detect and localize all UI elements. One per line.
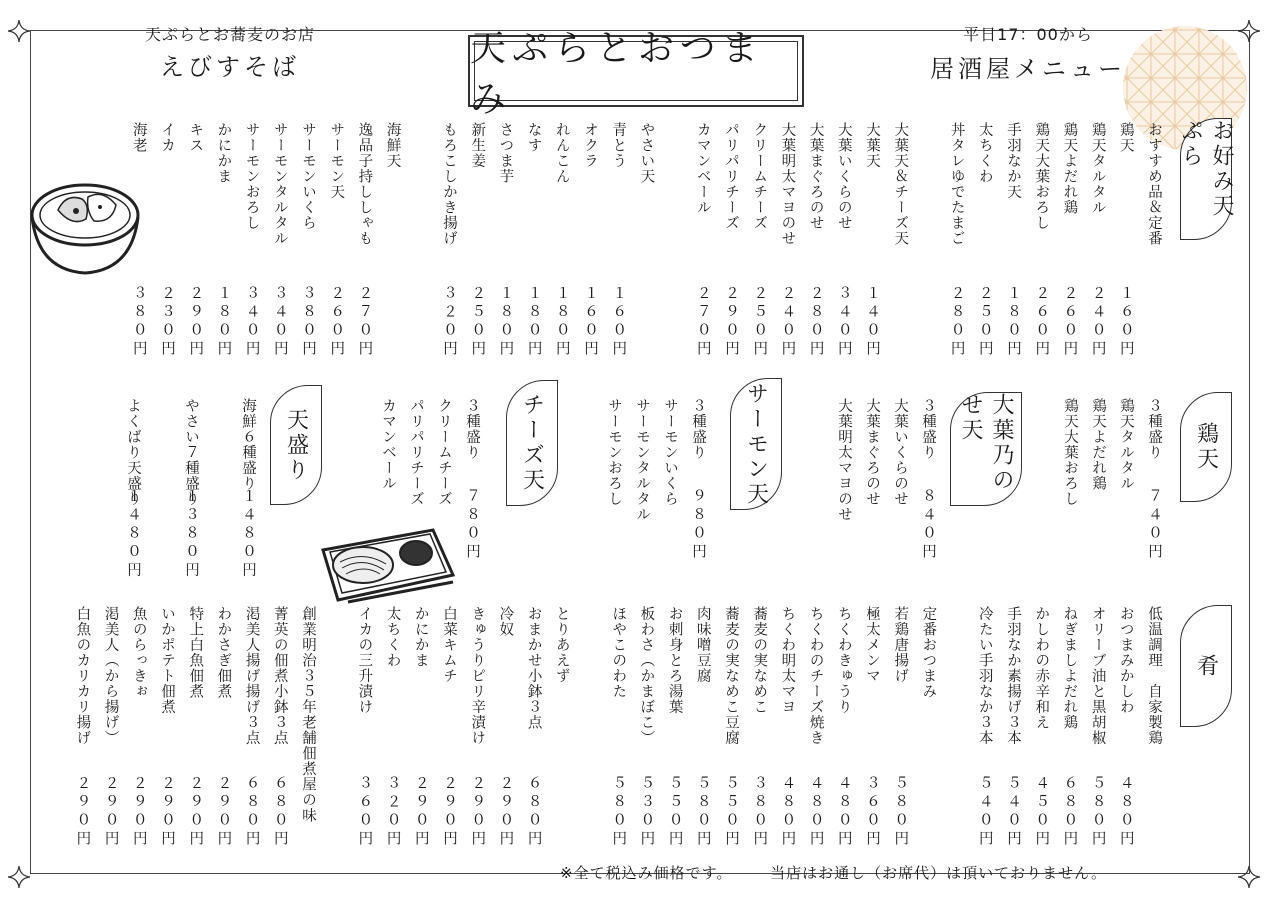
- menu-item-name: 定番おつまみ: [920, 606, 937, 699]
- set-item-name: よくばり天盛り: [125, 398, 141, 507]
- menu-item-price: １４０円: [864, 285, 880, 359]
- menu-item-name: サーモンいくら: [300, 122, 316, 231]
- menu-item-price: ４８０円: [1117, 775, 1134, 849]
- corner-star-icon: [1238, 866, 1260, 888]
- menu-item-name: ちくわ明太マヨ: [779, 606, 796, 715]
- menu-item-price: ２５０円: [976, 285, 993, 359]
- set-item-name: 鶏天よだれ鶏: [1090, 398, 1106, 491]
- label-sakana: [1180, 605, 1232, 727]
- menu-item-name: パリパリチーズ: [723, 122, 739, 231]
- menu-item-price: ２３０円: [159, 285, 175, 359]
- menu-item-price: ５８０円: [1089, 775, 1106, 849]
- menu-item-price: ３８０円: [130, 285, 147, 359]
- menu-item-price: ３６０円: [864, 775, 880, 849]
- label-salmon-text: サーモン天: [743, 381, 769, 507]
- set-item-price: ７８０円: [464, 488, 480, 562]
- set-item-price: ７４０円: [1146, 488, 1162, 562]
- menu-item-price: ５４０円: [1005, 775, 1021, 849]
- menu-item-name: ちくわきゅうり: [835, 606, 852, 715]
- menu-item-price: ３４０円: [271, 285, 288, 359]
- set-item-name: ３種盛り: [464, 398, 480, 460]
- menu-item-name: 大葉まぐろのせ: [807, 122, 824, 231]
- menu-item-price: ２６０円: [328, 285, 345, 359]
- menu-item-name: 魚のらっきぉ: [130, 606, 147, 699]
- set-item-name: やさい７種盛り: [183, 398, 199, 507]
- menu-item-name: 低温調理 自家製鶏: [1146, 606, 1162, 746]
- set-item-name: 大葉まぐろのせ: [864, 398, 880, 507]
- menu-item-name: 手羽なか天: [1005, 122, 1021, 200]
- menu-item-name: 新生姜: [469, 122, 486, 169]
- menu-item-price: ２９０円: [187, 775, 204, 849]
- menu-item-name: 鶏天大葉おろし: [1033, 122, 1050, 231]
- menu-item-price: ２７０円: [356, 285, 373, 359]
- label-tenmori-text: 天盛り: [283, 407, 309, 483]
- menu-item-price: ３６０円: [356, 775, 373, 849]
- menu-item-price: １６０円: [610, 285, 627, 359]
- menu-item-name: さつま芋: [497, 122, 514, 184]
- menu-item-price: ５４０円: [976, 775, 993, 849]
- label-ooba-text: 大葉乃のせ天: [958, 393, 1014, 493]
- set-item-name: 大葉明太マヨのせ: [836, 398, 852, 522]
- menu-item-name: オクラ: [582, 122, 598, 169]
- menu-item-price: ２４０円: [1089, 285, 1106, 359]
- menu-item-price: １６０円: [1117, 285, 1134, 359]
- menu-item-name: 白魚のカリカリ揚げ: [74, 606, 91, 746]
- menu-item-name: お刺身とろ湯葉: [666, 606, 683, 715]
- menu-item-name: やさい天: [638, 122, 655, 184]
- menu-item-price: ２９０円: [215, 775, 232, 849]
- otoshi-note: 当店はお通し（お席代）は頂いておりません。: [770, 864, 1108, 882]
- set-item-price: ８４０円: [920, 488, 936, 562]
- set-item-name: サーモンタルタル: [634, 398, 650, 522]
- menu-item-price: １６０円: [582, 285, 598, 359]
- set-item-name: 大葉いくらのせ: [892, 398, 908, 507]
- menu-item-name: クリームチーズ: [751, 122, 768, 231]
- menu-item-price: ５３０円: [638, 775, 655, 849]
- menu-item-name: 創業明治３５年老舗佃煮屋の味: [300, 606, 316, 823]
- menu-item-price: １８０円: [1005, 285, 1021, 359]
- menu-item-name: 太ちくわ: [384, 606, 401, 668]
- menu-item-name: ほやこのわた: [610, 606, 627, 699]
- label-toriten-text: 鶏天: [1193, 422, 1219, 472]
- menu-item-name: 白菜キムチ: [441, 606, 457, 684]
- shop-header: [145, 22, 315, 82]
- menu-item-name: わかさぎ佃煮: [215, 606, 232, 699]
- tax-note: ※全て税込み価格です。: [560, 864, 733, 882]
- menu-item-name: なす: [525, 122, 542, 153]
- menu-item-price: ２９０円: [159, 775, 175, 849]
- set-item-price: ９８０円: [690, 488, 706, 562]
- footer-note: [560, 862, 1139, 883]
- label-cheese: [506, 380, 558, 506]
- label-cheese-text: チーズ天: [519, 393, 545, 493]
- menu-item-name: 海鮮天: [384, 122, 401, 169]
- set-item-name: 鶏天タルタル: [1118, 398, 1134, 491]
- set-item-name: ３種盛り: [920, 398, 936, 460]
- menu-item-price: ２９０円: [74, 775, 91, 849]
- label-tenmori: [270, 385, 322, 505]
- menu-item-name: 鶏天: [1117, 122, 1134, 153]
- set-item-name: サーモンおろし: [606, 398, 622, 507]
- menu-item-price: ２９０円: [130, 775, 147, 849]
- menu-item-price: ３２０円: [384, 775, 401, 849]
- set-item-name: クリームチーズ: [436, 398, 452, 507]
- label-salmon: [730, 378, 782, 510]
- menu-item-name: 大葉天: [864, 122, 880, 169]
- menu-item-name: おすすめ品＆定番: [1146, 122, 1162, 246]
- menu-item-price: ２９０円: [187, 285, 204, 359]
- menu-item-price: ３４０円: [835, 285, 852, 359]
- menu-item-name: 手羽なか素揚げ３本: [1005, 606, 1021, 746]
- menu-item-price: １８０円: [553, 285, 570, 359]
- menu-item-name: サーモン天: [328, 122, 345, 200]
- shop-subtitle: 天ぷらとお蕎麦のお店: [145, 25, 316, 44]
- set-item-price: １３８０円: [183, 488, 199, 581]
- menu-item-price: ３２０円: [441, 285, 457, 359]
- menu-item-name: れんこん: [553, 122, 570, 184]
- menu-item-price: ２９０円: [102, 775, 119, 849]
- set-item-name: カマンベール: [380, 398, 396, 491]
- tempura-bowl-illustration: [28, 175, 143, 280]
- menu-item-price: ５８０円: [694, 775, 711, 849]
- shop-name: えびすそば: [160, 53, 300, 81]
- menu-item-price: ２４０円: [779, 285, 796, 359]
- set-item-price: １４８０円: [240, 488, 256, 581]
- set-item-name: 海鮮６種盛り: [240, 398, 256, 491]
- menu-item-name: かしわの赤辛和え: [1033, 606, 1050, 730]
- menu-item-price: ６８０円: [243, 775, 260, 849]
- menu-item-name: 冷たい手羽なか３本: [976, 606, 993, 746]
- menu-item-price: ２９０円: [441, 775, 457, 849]
- menu-item-name: かにかま: [412, 606, 429, 668]
- menu-item-price: ２８０円: [807, 285, 824, 359]
- menu-item-price: ５５０円: [723, 775, 739, 849]
- menu-item-name: 特上白魚佃煮: [187, 606, 204, 699]
- menu-item-price: ３８０円: [300, 285, 316, 359]
- set-item-name: ３種盛り: [1146, 398, 1162, 460]
- menu-item-name: 太ちくわ: [976, 122, 993, 184]
- time-note: 平日17：00から: [963, 25, 1093, 44]
- menu-item-name: 大葉天＆チーズ天: [892, 122, 909, 246]
- menu-item-name: イカ: [159, 122, 175, 153]
- menu-header: [930, 22, 1126, 84]
- menu-item-name: サーモンタルタル: [271, 122, 288, 246]
- menu-item-name: おまかせ小鉢３点: [525, 606, 542, 730]
- menu-item-price: ４５０円: [1033, 775, 1050, 849]
- menu-item-price: ２９０円: [412, 775, 429, 849]
- label-okonomi-text: お好み天ぷら: [1178, 119, 1234, 219]
- menu-item-price: ２９０円: [497, 775, 514, 849]
- menu-item-name: 極太メンマ: [864, 606, 880, 684]
- menu-item-price: ２８０円: [948, 285, 965, 359]
- menu-item-name: ちくわのチーズ焼き: [807, 606, 824, 746]
- menu-item-name: かにかま: [215, 122, 232, 184]
- menu-item-name: 若鶏唐揚げ: [892, 606, 909, 684]
- menu-item-name: キス: [187, 122, 204, 153]
- menu-item-name: 冷奴: [497, 606, 514, 637]
- menu-item-price: ２９０円: [723, 285, 739, 359]
- label-toriten: [1180, 392, 1232, 502]
- menu-item-price: ３４０円: [243, 285, 260, 359]
- menu-item-price: ２６０円: [1033, 285, 1050, 359]
- menu-item-name: 板わさ（かまぼこ）: [638, 606, 655, 746]
- set-item-price: １４８０円: [125, 488, 141, 581]
- set-item-name: サーモンいくら: [662, 398, 678, 507]
- label-okonomi: [1180, 118, 1232, 240]
- menu-item-name: きゅうりピリ辛漬け: [469, 606, 486, 746]
- menu-item-price: ５８０円: [892, 775, 909, 849]
- soba-tray-illustration: [318, 520, 458, 610]
- menu-type: 居酒屋メニュー: [930, 55, 1126, 83]
- menu-item-price: ４８０円: [807, 775, 824, 849]
- menu-item-name: 大葉明太マヨのせ: [779, 122, 796, 246]
- menu-item-name: 大葉いくらのせ: [835, 122, 852, 231]
- menu-item-price: ２７０円: [694, 285, 711, 359]
- menu-item-name: 蕎麦の実なめこ豆腐: [723, 606, 739, 746]
- menu-item-name: サーモンおろし: [243, 122, 260, 231]
- menu-item-name: カマンベール: [694, 122, 711, 215]
- menu-item-name: イカの三升漬け: [356, 606, 373, 715]
- label-ooba: [950, 392, 1022, 506]
- menu-item-name: オリーブ油と黒胡椒: [1089, 606, 1106, 746]
- menu-item-name: 逸品子持ししゃも: [356, 122, 373, 246]
- menu-item-name: 渇美人揚げ揚げ３点: [243, 606, 260, 746]
- label-sakana-text: 肴: [1193, 653, 1219, 679]
- menu-item-price: ２９０円: [469, 775, 486, 849]
- menu-item-name: おつまみかしわ: [1117, 606, 1134, 715]
- menu-item-price: ４８０円: [835, 775, 852, 849]
- menu-item-name: 渇美人（から揚げ）: [102, 606, 119, 746]
- menu-item-name: 鶏天よだれ鶏: [1061, 122, 1078, 215]
- menu-item-price: ２５０円: [751, 285, 768, 359]
- menu-item-name: 海老: [130, 122, 147, 153]
- menu-item-name: いかポテト佃煮: [159, 606, 175, 715]
- menu-item-name: もろこしかき揚げ: [441, 122, 457, 246]
- menu-item-price: ６８０円: [271, 775, 288, 849]
- menu-item-name: 肉味噌豆腐: [694, 606, 711, 684]
- menu-item-price: ５８０円: [610, 775, 627, 849]
- set-item-name: 鶏天大葉おろし: [1062, 398, 1078, 507]
- menu-item-price: ６８０円: [1061, 775, 1078, 849]
- menu-item-price: １８０円: [497, 285, 514, 359]
- menu-item-name: とりあえず: [553, 606, 570, 684]
- menu-item-price: ２６０円: [1061, 285, 1078, 359]
- menu-item-name: 青とう: [610, 122, 627, 169]
- menu-item-name: 鶏天タルタル: [1089, 122, 1106, 215]
- set-item-name: ３種盛り: [690, 398, 706, 460]
- menu-item-name: 丼タレゆでたまご: [948, 122, 965, 246]
- corner-star-icon: [8, 866, 30, 888]
- menu-item-price: ３８０円: [751, 775, 768, 849]
- set-item-name: パリパリチーズ: [408, 398, 424, 507]
- menu-item-price: ５５０円: [666, 775, 683, 849]
- menu-item-price: １８０円: [215, 285, 232, 359]
- page-title-text: 天ぷらとおつまみ: [470, 28, 764, 120]
- menu-item-price: ６８０円: [525, 775, 542, 849]
- menu-item-price: ２５０円: [469, 285, 486, 359]
- menu-item-name: 菁英の佃煮小鉢３点: [271, 606, 288, 746]
- page-title: [468, 28, 804, 120]
- menu-item-price: １８０円: [525, 285, 542, 359]
- corner-star-icon: [8, 20, 30, 42]
- menu-item-name: 蕎麦の実なめこ: [751, 606, 768, 715]
- menu-item-name: ねぎましよだれ鶏: [1061, 606, 1078, 730]
- menu-item-price: ４８０円: [779, 775, 796, 849]
